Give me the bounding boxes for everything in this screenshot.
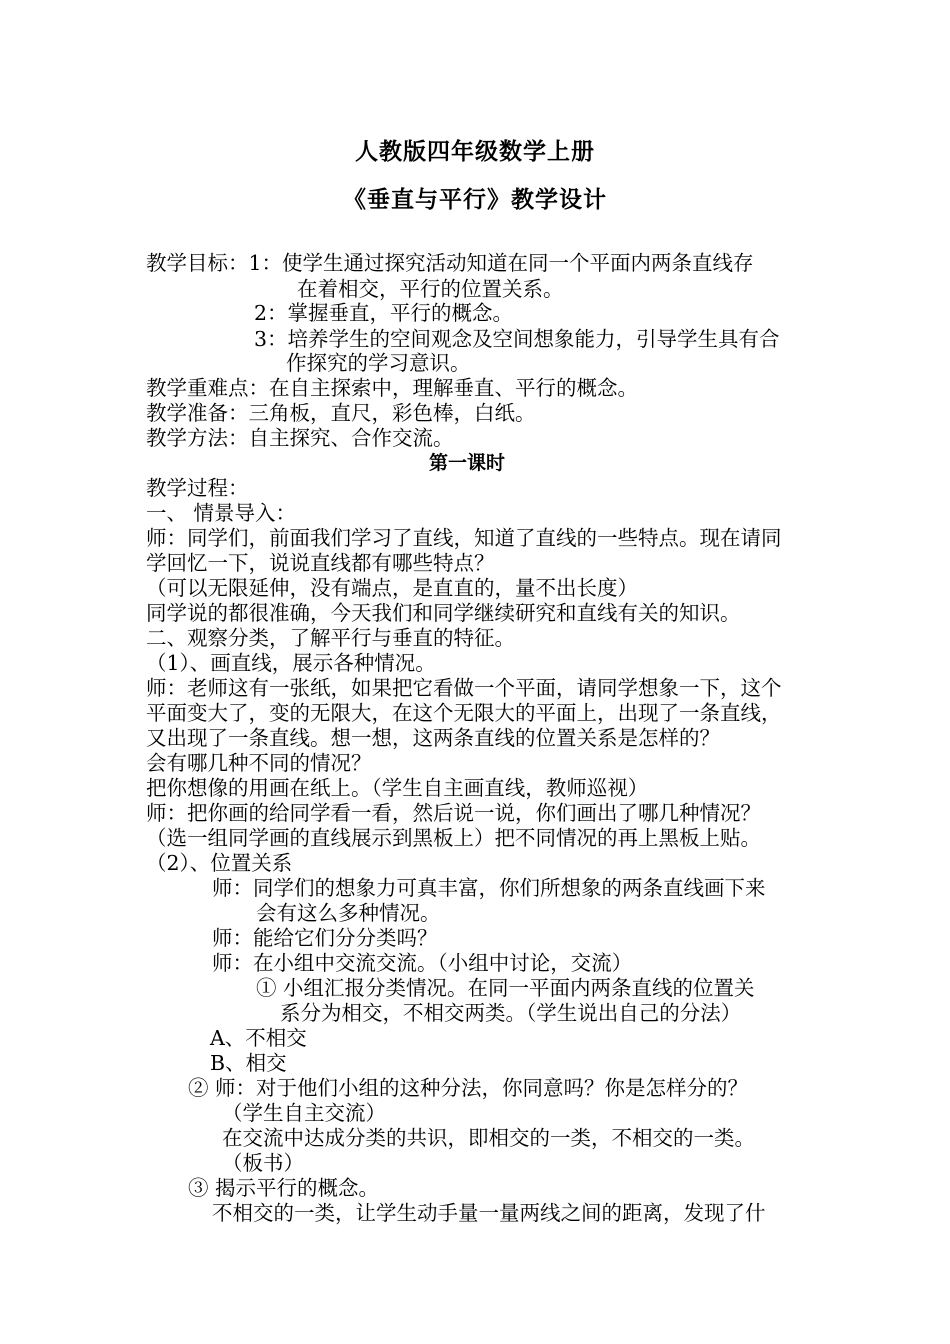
process-line: （可以无限延伸，没有端点，是直直的，量不出长度）	[146, 576, 638, 600]
objectives-line1-cont: 在着相交，平行的位置关系。	[297, 277, 564, 301]
discussion-t2: 师：能给它们分分类吗？	[212, 926, 438, 950]
process-line: 平面变大了，变的无限大，在这个无限大的平面上，出现了一条直线，	[146, 701, 782, 725]
document-subtitle: 《垂直与平行》教学设计	[343, 187, 607, 213]
option-b: B、相交	[210, 1051, 287, 1075]
process-line: 同学说的都很准确，今天我们和同学继续研究和直线有关的知识。	[146, 601, 741, 625]
lesson-heading: 第一课时	[429, 452, 506, 474]
discussion-t3: 师：在小组中交流交流。（小组中讨论，交流）	[212, 951, 633, 975]
discussion-s1-cont: 系分为相交，不相交两类。（学生说出自己的分法）	[280, 1001, 742, 1025]
discussion-s3: ③ 揭示平行的概念。	[188, 1176, 380, 1200]
objectives-line3: 3：培养学生的空间观念及空间想象能力，引导学生具有合	[254, 327, 780, 351]
objectives-line2: 2：掌握垂直，平行的概念。	[254, 301, 514, 325]
process-line: 又出现了一条直线。想一想，这两条直线的位置关系是怎样的？	[146, 726, 720, 750]
process-line: 师：把你画的给同学看一看，然后说一说，你们画出了哪几种情况？	[146, 801, 761, 825]
discussion-s2-text: 在交流中达成分类的共识，即相交的一类，不相交的一类。	[222, 1126, 755, 1150]
discussion-s3-text: 不相交的一类，让学生动手量一量两线之间的距离，发现了什	[212, 1201, 766, 1225]
process-line: 一、 情景导入：	[146, 501, 297, 525]
discussion-t1-cont: 会有这么多种情况。	[256, 901, 441, 925]
process-line: （2）、位置关系	[146, 851, 293, 875]
process-line: 学回忆一下，说说直线都有哪些特点？	[146, 551, 495, 575]
process-line: 把你想像的用画在纸上。（学生自主画直线，教师巡视）	[146, 776, 649, 800]
objectives-line3-cont: 作探究的学习意识。	[286, 351, 471, 375]
objectives-line1: 教学目标：1：使学生通过探究活动知道在同一个平面内两条直线存	[146, 251, 754, 275]
methods: 教学方法：自主探究、合作交流。	[146, 426, 454, 450]
process-line: 会有哪几种不同的情况？	[146, 751, 372, 775]
discussion-s1: ① 小组汇报分类情况。在同一平面内两条直线的位置关	[256, 976, 755, 1000]
preparation: 教学准备：三角板，直尺，彩色棒，白纸。	[146, 401, 536, 425]
discussion-s2-note: （学生自主交流）	[222, 1101, 386, 1125]
process-line: 师：同学们，前面我们学习了直线，知道了直线的一些特点。现在请同	[146, 526, 782, 550]
discussion-t1: 师：同学们的想象力可真丰富，你们所想象的两条直线画下来	[212, 876, 766, 900]
process-line: 二、观察分类，了解平行与垂直的特征。	[146, 626, 515, 650]
process-line: （选一组同学画的直线展示到黑板上）把不同情况的再上黑板上贴。	[146, 826, 761, 850]
discussion-s2: ② 师：对于他们小组的这种分法，你同意吗？你是怎样分的？	[188, 1076, 749, 1100]
option-a: A、不相交	[210, 1026, 307, 1050]
process-line: 教学过程：	[146, 476, 249, 500]
key-points: 教学重难点：在自主探索中，理解垂直、平行的概念。	[146, 376, 638, 400]
process-line: 师：老师这有一张纸，如果把它看做一个平面，请同学想象一下，这个	[146, 676, 782, 700]
discussion-s2-board: （板书）	[222, 1151, 304, 1175]
process-line: （1）、画直线，展示各种情况。	[146, 651, 436, 675]
document-title: 人教版四年级数学上册	[355, 139, 595, 165]
